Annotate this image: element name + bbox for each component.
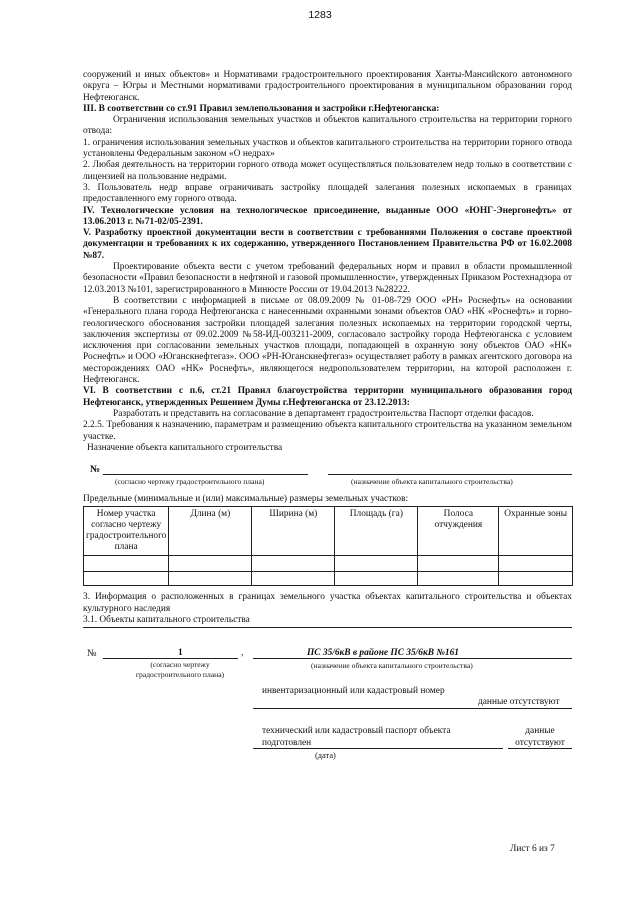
table-cell xyxy=(418,556,499,572)
paragraph: Ограничения использования земельных участков и объектов капитального строительства на территории горного отвода: xyxy=(83,115,572,137)
table-cell xyxy=(335,556,418,572)
table-cell xyxy=(499,572,573,586)
cadastral-value: данные отсутствуют xyxy=(478,697,560,708)
cadastral-label: инвентаризационный или кадастровый номер xyxy=(262,686,445,697)
table-row xyxy=(84,556,573,572)
section-heading: IV. Технологические условия на технологическое присоединение, выданные ООО «ЮНГ-Энергонефть» от 13.06.2013 г. №71-02/05-2391. xyxy=(83,205,572,227)
table-header-row xyxy=(84,507,573,556)
paragraph: сооружений и иных объектов» и Нормативами градостроительного проектирования Ханты-Мансийского автономного округа – Югры и Местными нормативами градостроительного проектирования в муниципальном образовании город Нефтеюганск. xyxy=(83,70,572,103)
header-cell: Ширина (м) xyxy=(252,507,335,556)
section-heading: VI. В соответствии с п.6, ст.21 Правил благоустройства территории муниципального образования город Нефтеюганск, утвержденных Решением Думы г.Нефтеюганска от 23.12.2013: xyxy=(83,386,572,408)
header-cell: Длина (м) xyxy=(169,507,252,556)
passport-line xyxy=(508,748,572,749)
table-cell xyxy=(418,572,499,586)
paragraph: В соответствии с информацией в письме от 08.09.2009 № 01-08-729 ООО «РН» Роснефть» на основании «Генерального плана города Нефтеюганска с нанесенными охранными зонами объектов ОАО «НК «Роснефть» и горно-геологического обоснования застройки площадей залегания полезных ископаемых на территории городской черты, заключения экспертизы от 09.02.2009 №58-ИД-003211-2009, согласовало застройку города Нефтеюганска с условием исключения при согласовании земельных участков площади, попадающей в охранную зону объектов ОАО «НК» Роснефть» и ООО «Юганскнефтегаз». ООО «РН-Юганскнефтегаз» осуществляет работу в рамках агентского договора на месторождениях ОАО «НК» Роснефть», являющегося недропользователем территории, на которой расположен г. Нефтеюганск. xyxy=(83,295,572,386)
table-cell xyxy=(252,556,335,572)
paragraph: 1. ограничения использования земельных участков и объектов капитального строительства на территории горного отвода установлены Федеральным законом «О недрах» xyxy=(83,137,572,160)
table-cell xyxy=(499,556,573,572)
date-line xyxy=(253,748,503,749)
paragraph: 2. Любая деятельность на территории горного отвода может осуществляться пользователем недр только в соответствии с лицензией на пользование недрами. xyxy=(83,160,572,182)
object-name: ПС 35/6кВ в районе ПС 35/6кВ №161 xyxy=(307,648,459,659)
section-heading: V. Разработку проектной документации вести в соответствии с требованиями Положения о составе проектной документации и требованиях к их содержанию, утвержденного Постановлением Правительства РФ от 16.02.2008 №87. xyxy=(83,228,572,261)
section-3-1: 3.1. Объекты капитального строительства xyxy=(83,615,572,628)
section-heading: III. В соответствии со ст.91 Правил землепользования и застройки г.Нефтеюганска: xyxy=(83,103,440,114)
purpose-field xyxy=(83,464,572,488)
table-cell xyxy=(169,556,252,572)
caption-right: (назначение объекта капитального строительства) xyxy=(351,477,513,487)
number-line xyxy=(103,658,238,659)
table-row xyxy=(84,572,573,586)
table-cell xyxy=(84,556,169,572)
purpose-line xyxy=(328,474,572,475)
number-line xyxy=(103,474,308,475)
cadastral-line xyxy=(253,708,572,709)
paragraph: Проектирование объекта вести с учетом требований федеральных норм и правил в области промышленной безопасности «Правил безопасности в нефтяной и газовой промышленности», утвержденных Приказом Ростехнадзора от 12.03.2013 №101, зарегистрированного в Минюсте России от 19.04.2013 №28222. xyxy=(83,262,572,295)
object-row xyxy=(83,648,572,684)
cadastral-block xyxy=(83,686,572,778)
sheet-number: Лист 6 из 7 xyxy=(510,844,555,854)
caption-left: (согласно чертежу градостроительного плана) xyxy=(135,660,225,679)
object-number: 1 xyxy=(178,648,183,659)
header-cell: Номер участка согласно чертежу градостроительного плана xyxy=(84,507,169,556)
document-body xyxy=(83,70,572,778)
page-number: 1283 xyxy=(308,9,332,21)
table-cell xyxy=(335,572,418,586)
table-cell xyxy=(169,572,252,586)
caption-left: (согласно чертежу градостроительного плана) xyxy=(115,477,265,487)
header-cell: Полоса отчуждения xyxy=(418,507,499,556)
header-cell: Площадь (га) xyxy=(335,507,418,556)
sizes-title: Предельные (минимальные и (или) максимальные) размеры земельных участков: xyxy=(83,494,409,505)
number-sign: № xyxy=(90,464,101,476)
sizes-table xyxy=(83,506,573,586)
name-line xyxy=(253,658,572,659)
header-cell: Охранные зоны xyxy=(499,507,573,556)
passport-value: данные отсутствуют xyxy=(515,726,565,748)
date-caption: (дата) xyxy=(315,751,336,761)
paragraph: Назначение объекта капитального строительства xyxy=(87,442,283,453)
table-cell xyxy=(84,572,169,586)
paragraph: 2.2.5. Требования к назначению, параметрам и размещению объекта капитального строительства на указанном земельном участке. xyxy=(83,420,572,442)
passport-label: технический или кадастровый паспорт объекта подготовлен xyxy=(262,726,451,748)
caption-right: (назначение объекта капитального строительства) xyxy=(311,661,473,671)
table-cell xyxy=(252,572,335,586)
section-3: 3. Информация о расположенных в границах земельного участка объектах капитального строительства и объектах культурного наследия xyxy=(83,592,572,614)
number-sign: № xyxy=(87,648,97,660)
paragraph: 3. Пользователь недр вправе ограничивать застройку площадей залегания полезных ископаемых в границах предоставленного ему горного отвода. xyxy=(83,182,572,205)
paragraph: Разработать и представить на согласование в департамент градостроительства Паспорт отделки фасадов. xyxy=(113,408,534,419)
comma: , xyxy=(241,648,244,659)
